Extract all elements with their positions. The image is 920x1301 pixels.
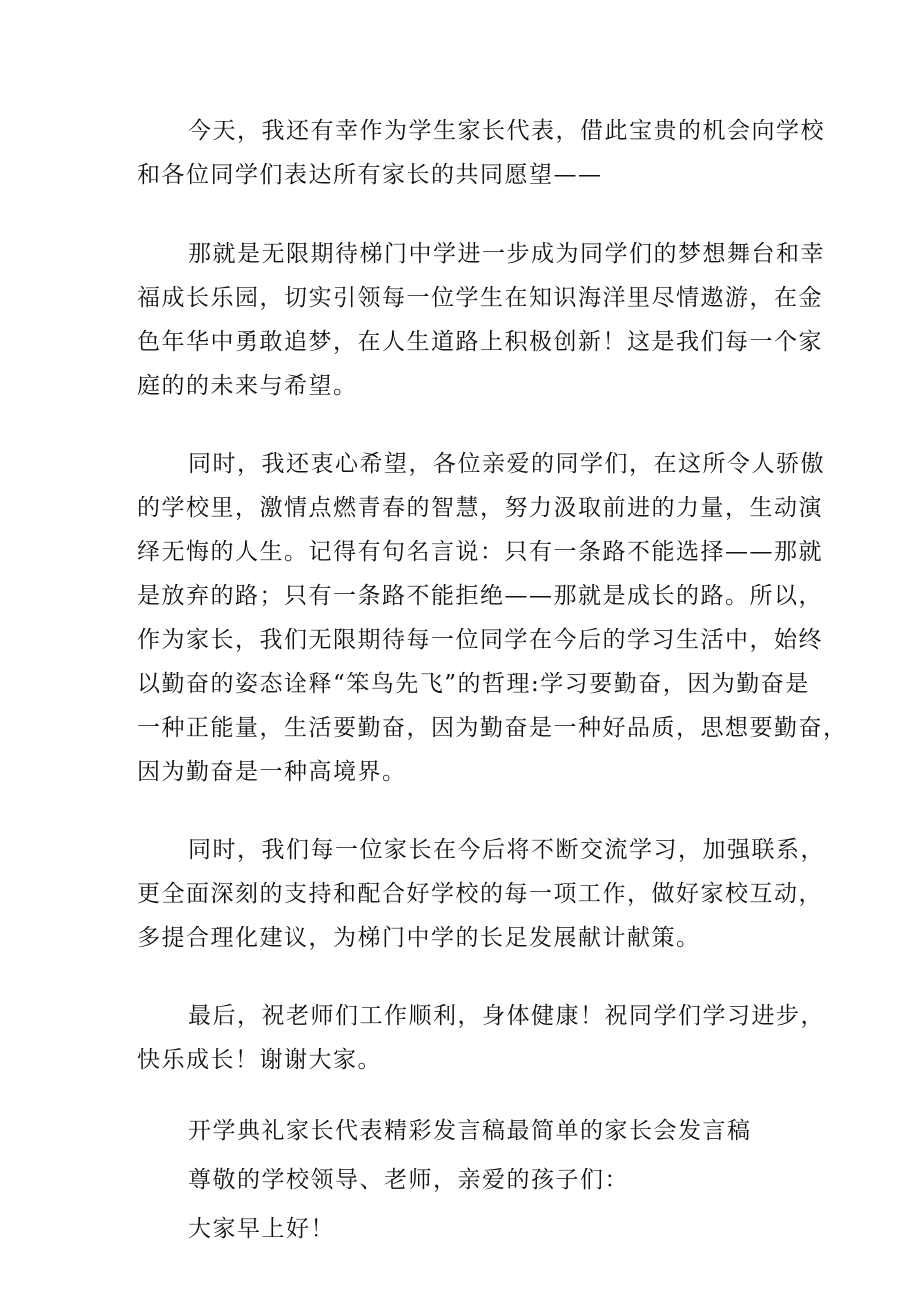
- text-line: 福成长乐园，切实引领每一位学生在知识海洋里尽情遨游，在金: [137, 285, 823, 311]
- text-line: 庭的的未来与希望。: [137, 373, 358, 399]
- text-line: 快乐成长！谢谢大家。: [137, 1047, 382, 1073]
- text-line: 同时，我还衷心希望，各位亲爱的同学们，在这所令人骄傲: [188, 451, 825, 477]
- text-line: 最后，祝老师们工作顺利，身体健康！祝同学们学习进步，: [188, 1003, 825, 1029]
- text-line: 和各位同学们表达所有家长的共同愿望——: [137, 162, 603, 188]
- text-line: 作为家长，我们无限期待每一位同学在今后的学习生活中，始终: [137, 627, 823, 653]
- text-line: 一种正能量，生活要勤奋，因为勤奋是一种好品质，思想要勤奋，: [137, 715, 848, 741]
- text-line: 多提合理化建议，为梯门中学的长足发展献计献策。: [137, 925, 701, 951]
- text-line: 开学典礼家长代表精彩发言稿最简单的家长会发言稿: [188, 1118, 752, 1144]
- text-line: 绎无悔的人生。记得有句名言说：只有一条路不能选择——那就: [137, 539, 823, 565]
- text-line: 更全面深刻的支持和配合好学校的每一项工作，做好家校互动，: [137, 881, 823, 907]
- text-line: 是放弃的路；只有一条路不能拒绝——那就是成长的路。所以，: [137, 583, 823, 609]
- text-line: 的学校里，激情点燃青春的智慧，努力汲取前进的力量，生动演: [137, 495, 823, 521]
- text-line: 大家早上好！: [188, 1216, 335, 1242]
- text-line: 同时，我们每一位家长在今后将不断交流学习，加强联系，: [188, 837, 825, 863]
- text-line: 因为勤奋是一种高境界。: [137, 759, 407, 785]
- text-line: 今天，我还有幸作为学生家长代表，借此宝贵的机会向学校: [188, 118, 825, 144]
- text-line: 色年华中勇敢追梦，在人生道路上积极创新！这是我们每一个家: [137, 329, 823, 355]
- text-line: 尊敬的学校领导、老师，亲爱的孩子们：: [188, 1167, 629, 1193]
- text-line: 以勤奋的姿态诠释“笨鸟先飞”的哲理:学习要勤奋，因为勤奋是: [137, 671, 810, 697]
- text-line: 那就是无限期待梯门中学进一步成为同学们的梦想舞台和幸: [188, 241, 825, 267]
